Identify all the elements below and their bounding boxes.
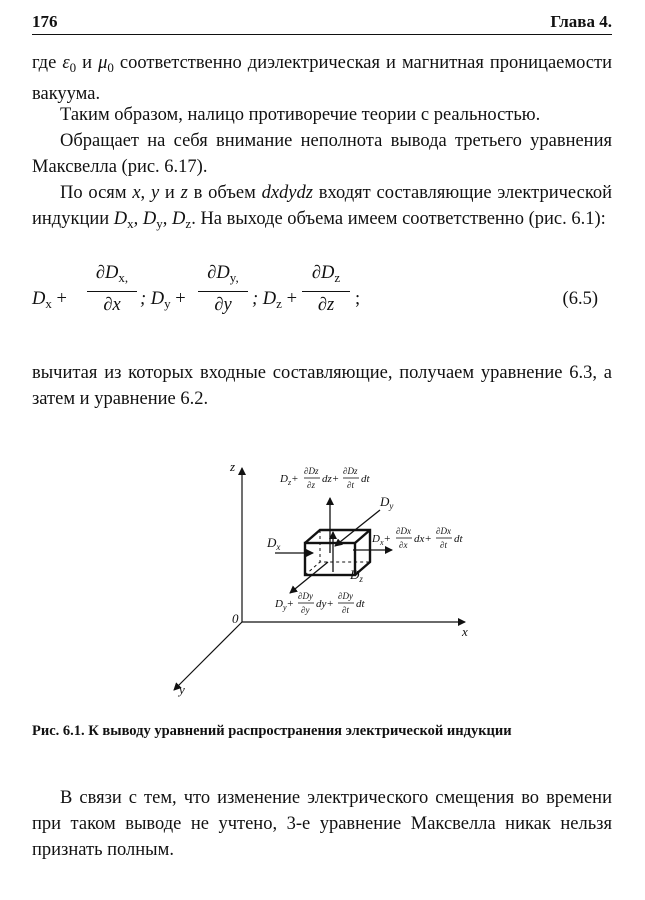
formula-term-1: $D_x$ + — [32, 289, 67, 311]
figure-drawing — [150, 450, 490, 705]
svg-text:∂Dx: ∂Dx — [436, 526, 451, 536]
paragraph-5: вычитая из которых входные составляющие, получаем уравнение 6.3, а затем и уравнение 6.2. — [32, 363, 612, 409]
fraction-3: $\partial D_z$ ∂z — [302, 262, 350, 316]
figure-6-1 — [150, 450, 490, 705]
cube — [305, 530, 370, 575]
origin-label: 0 — [232, 611, 239, 626]
svg-text:∂t: ∂t — [342, 605, 349, 615]
equation-number: (6.5) — [562, 289, 598, 309]
svg-text:∂y: ∂y — [301, 605, 310, 615]
paragraph-3: Обращает на себя внимание неполнота вывода третьего уравнения Максвелла (рис. 6.17). — [32, 131, 612, 177]
svg-text:dy+: dy+ — [316, 598, 334, 610]
svg-text:∂Dy: ∂Dy — [298, 591, 313, 601]
arrow-dy-out — [290, 562, 328, 593]
formula-term-3: ; $D_z$ + — [252, 289, 297, 311]
svg-text:Dy+: $D_y+$ — [275, 598, 294, 612]
svg-text:Dx+: $D_x+$ — [372, 533, 391, 547]
axis-x-label: x — [462, 624, 468, 639]
svg-text:∂Dy: ∂Dy — [338, 591, 353, 601]
page-number: 176 — [32, 12, 58, 31]
paragraph-2: Таким образом, налицо противоречие теории с реальностью. — [60, 105, 541, 125]
expr-bottom — [274, 591, 366, 615]
paragraph-1: где $\varepsilon_0$ и $\mu_0$ соответственно диэлектрическая и магнитная проницаемости вакуума. — [32, 53, 612, 104]
expr-right — [371, 526, 464, 550]
svg-text:dt: dt — [454, 533, 463, 545]
chapter-title: Глава 4. — [550, 12, 612, 31]
axis-z-label: z — [230, 459, 236, 474]
svg-text:dx+: dx+ — [414, 533, 432, 545]
formula-term-2: ; $D_y$ + — [140, 289, 186, 311]
svg-text:∂Dz: ∂Dz — [304, 466, 319, 476]
svg-text:∂Dz: ∂Dz — [343, 466, 358, 476]
svg-text:dt: dt — [356, 598, 365, 610]
svg-text:dz+: dz+ — [322, 473, 340, 485]
svg-text:dt: dt — [361, 473, 370, 485]
svg-text:∂t: ∂t — [347, 480, 354, 490]
svg-text:∂z: ∂z — [307, 480, 315, 490]
svg-text:Dz+: $D_z+$ — [280, 473, 299, 487]
axis-y-label: y — [179, 682, 185, 697]
equation-6-5 — [32, 262, 612, 342]
svg-text:∂x: ∂x — [399, 540, 408, 550]
paragraph-6: В связи с тем, что изменение электрического смещения во времени при таком выводе не учтено, 3-е уравнение Максвелла никак нельзя признать полным. — [32, 788, 612, 860]
fraction-1: $\partial D_{x,}$ ∂x — [87, 262, 137, 316]
page-header — [32, 10, 612, 35]
figure-caption: Рис. 6.1. К выводу уравнений распространения электрической индукции — [32, 723, 512, 739]
expr-top — [279, 466, 371, 490]
svg-text:∂t: ∂t — [440, 540, 447, 550]
y-axis — [174, 622, 242, 690]
fraction-2: $\partial D_{y,}$ ∂y — [198, 262, 248, 316]
svg-text:∂Dx: ∂Dx — [396, 526, 411, 536]
label-dy: $D_y$ — [380, 494, 394, 511]
label-dx-in: $D_x$ — [267, 535, 281, 552]
paragraph-4: По осям x, y и z в объем dxdydz входят составляющие электрической индукции $D_x$, $D_y$, $D_z$. На выходе объема имеем соответственно (рис. 6.1): — [32, 183, 613, 231]
formula-end: ; — [355, 289, 361, 309]
label-dz: $D_z$ — [350, 567, 363, 584]
